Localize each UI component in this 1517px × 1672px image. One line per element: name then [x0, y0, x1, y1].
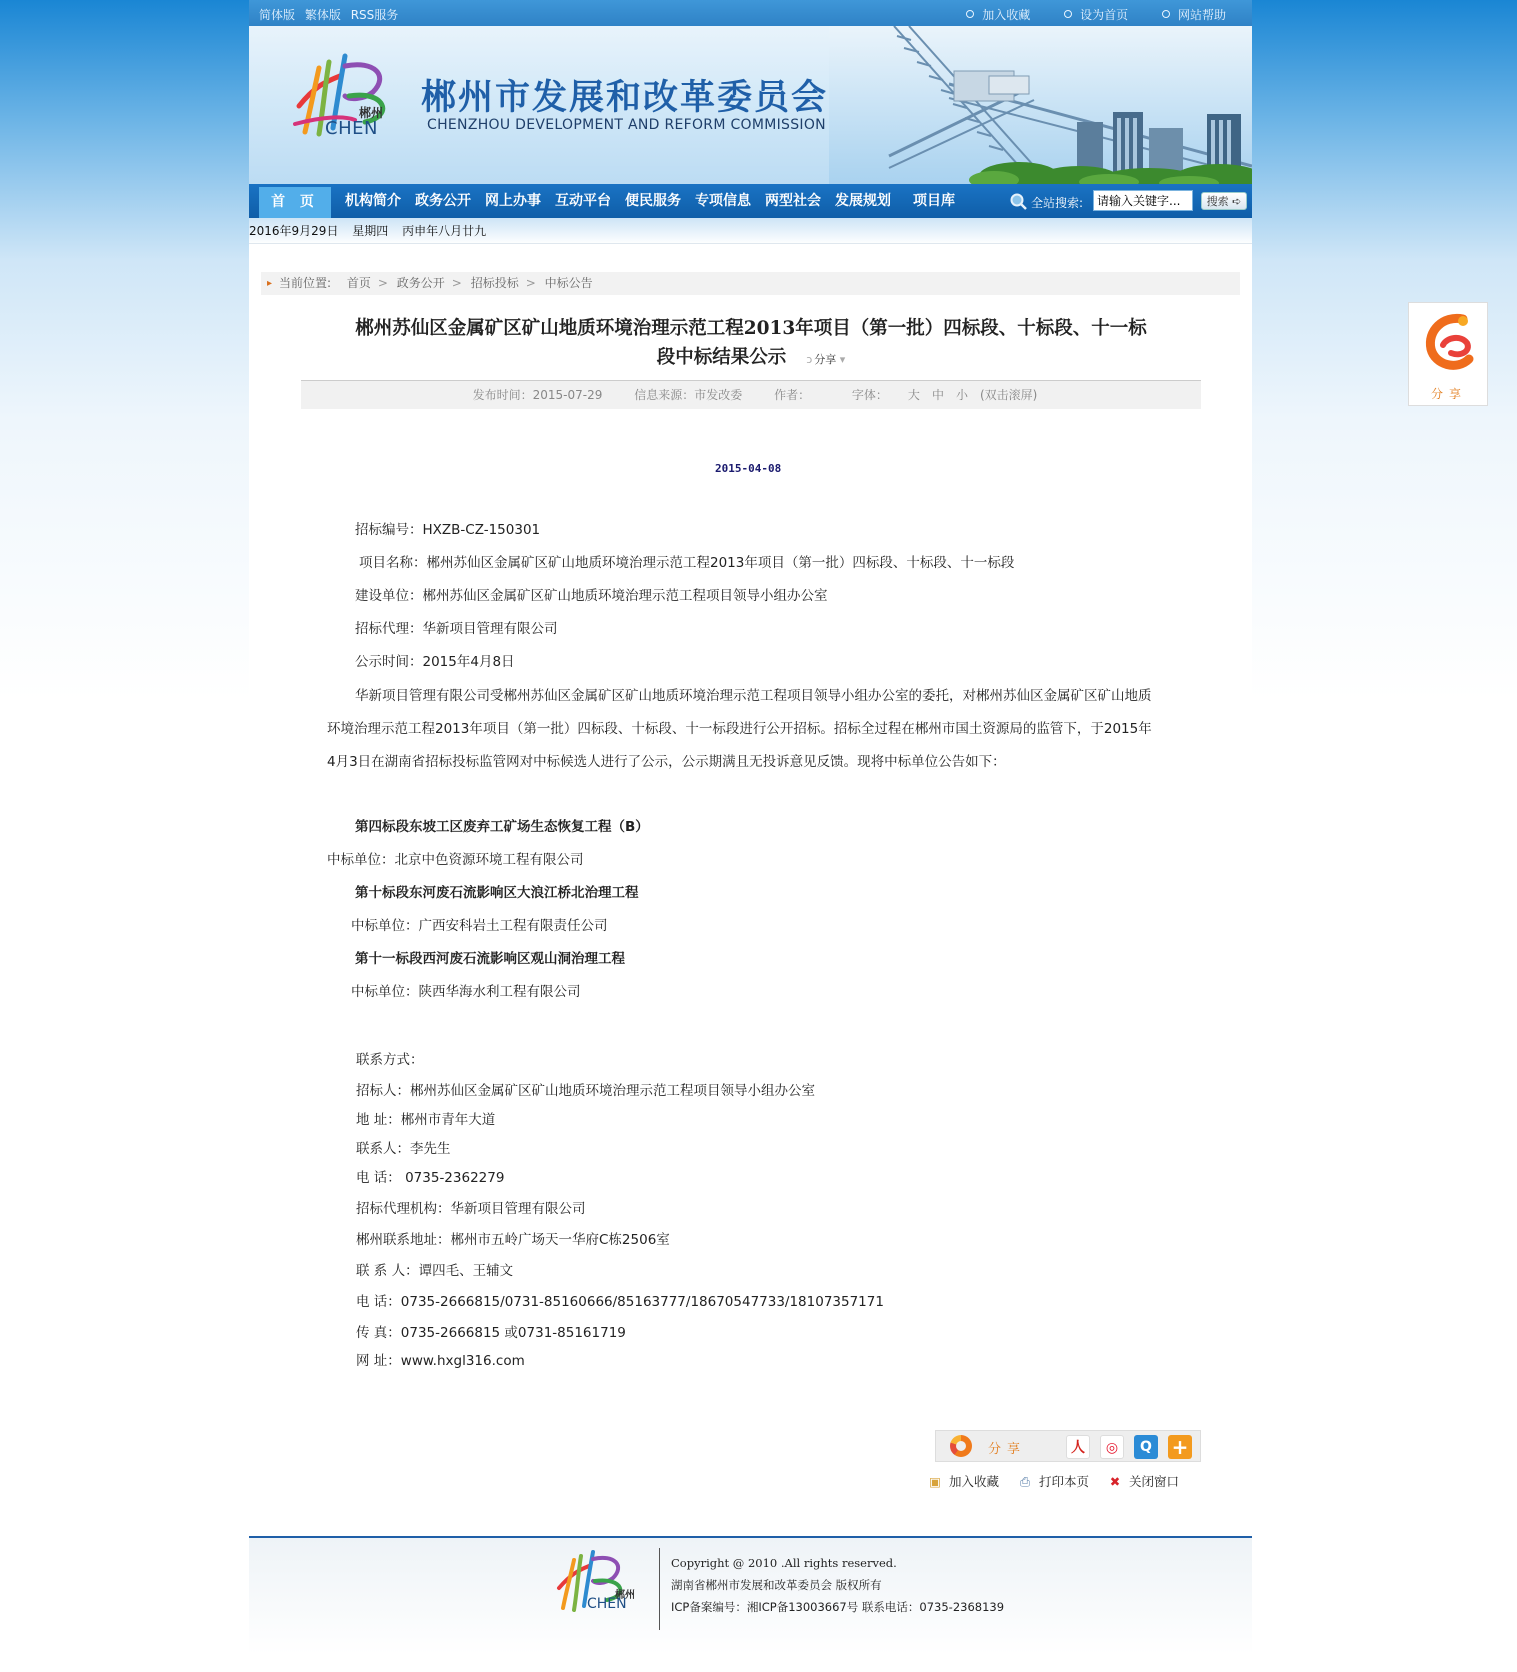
contact-agency-phone: 电 话：0735-2666815/0731-85160666/85163777/18670547733/18107357171 — [356, 1294, 884, 1310]
nav-item-public-service[interactable]: 便民服务 — [625, 193, 681, 209]
main-nav — [249, 184, 1252, 218]
bookmark-icon: ▣ — [929, 1474, 941, 1489]
breadcrumb-bidding[interactable]: 招标投标 — [470, 276, 519, 290]
side-share-label: 分享 — [1430, 387, 1467, 401]
action-close-label: 关闭窗口 — [1129, 1474, 1180, 1489]
lunar-date: 丙申年八月廿九 — [402, 224, 487, 238]
contact-fax: 传 真：0735-2666815 或0731-85161719 — [356, 1325, 626, 1341]
divider — [249, 243, 1252, 244]
article-title-line2-text: 段中标结果公示 — [656, 347, 787, 368]
builder: 建设单位：郴州苏仙区金属矿区矿山地质环境治理示范工程项目领导小组办公室 — [355, 588, 828, 604]
contact-website[interactable]: 网 址：www.hxgl316.com — [356, 1353, 525, 1369]
printer-icon: ⎙ — [1019, 1474, 1030, 1489]
nav-menu — [338, 184, 962, 218]
article-date: 2015-04-08 — [715, 462, 782, 475]
article-title-line2 — [301, 343, 1201, 374]
lot4-title: 第四标段东坡工区废弃工矿场生态恢复工程（B） — [355, 819, 649, 835]
nav-item-dev-planning[interactable]: 发展规划 — [835, 193, 891, 209]
site-title: 郴州市发展和改革委员会 — [421, 77, 829, 118]
share-logo-icon — [1423, 311, 1477, 373]
link-add-favorite[interactable]: 加入收藏 — [966, 8, 1030, 22]
lot10-title: 第十标段东河废石流影响区大浪江桥北治理工程 — [355, 885, 639, 901]
font-size-medium[interactable]: 中 — [931, 388, 944, 402]
language-links — [259, 6, 404, 23]
action-print[interactable] — [1017, 1472, 1089, 1490]
lot11-winner: 中标单位：陕西华海水利工程有限公司 — [351, 984, 581, 1000]
project-name: 项目名称：郴州苏仙区金属矿区矿山地质环境治理示范工程2013年项目（第一批）四标段、十标段、十一标段 — [359, 555, 1015, 571]
site-banner — [249, 26, 1252, 184]
breadcrumb-gov-affairs[interactable]: 政务公开 — [396, 276, 445, 290]
nav-item-online-service[interactable]: 网上办事 — [485, 193, 541, 209]
contact-address: 地 址：郴州市青年大道 — [356, 1112, 496, 1128]
breadcrumb-label: 当前位置: — [279, 276, 332, 290]
contact-title: 联系方式： — [356, 1052, 424, 1068]
share-mini-button[interactable] — [806, 353, 845, 366]
article-title — [301, 314, 1201, 374]
nav-item-special-info[interactable]: 专项信息 — [695, 193, 751, 209]
logo-chen-text: CHEN — [325, 118, 378, 139]
contact-tenderer: 招标人：郴州苏仙区金属矿区矿山地质环境治理示范工程项目领导小组办公室 — [356, 1083, 815, 1099]
site-footer — [249, 1536, 1252, 1654]
action-print-label: 打印本页 — [1039, 1474, 1090, 1489]
search-input[interactable] — [1093, 190, 1193, 211]
article-title-line1: 郴州苏仙区金属矿区矿山地质环境治理示范工程2013年项目（第一批）四标段、十标段、十一标 — [355, 318, 1147, 339]
caret-down-icon: ▾ — [836, 353, 846, 366]
lot10-winner: 中标单位：广西安科岩土工程有限责任公司 — [351, 918, 608, 934]
page-actions — [913, 1472, 1179, 1490]
contact-agency-address: 郴州联系地址：郴州市五岭广场天一华府C栋2506室 — [356, 1232, 670, 1248]
font-size-large[interactable]: 大 — [907, 388, 920, 402]
action-add-favorite-label: 加入收藏 — [949, 1474, 1000, 1489]
dblclick-scroll-hint: (双击滚屏) — [979, 388, 1038, 402]
share-logo-icon — [950, 1435, 972, 1457]
footer-text — [671, 1552, 1004, 1618]
footer-owner: 湖南省郴州市发展和改革委员会 版权所有 — [671, 1578, 882, 1592]
publish-time: 发布时间：2015-07-29 — [472, 388, 603, 402]
page-container — [249, 0, 1252, 1672]
nav-item-interaction[interactable]: 互动平台 — [555, 193, 611, 209]
date-bar — [249, 218, 1252, 244]
contact-agency-persons: 联 系 人：谭四毛、王辅文 — [356, 1263, 514, 1279]
nav-home[interactable]: 首 页 — [259, 187, 331, 218]
breadcrumb — [261, 272, 1240, 295]
contact-person: 联系人：李先生 — [356, 1141, 451, 1157]
notice-time: 公示时间：2015年4月8日 — [355, 654, 515, 670]
contact-phone: 电 话： 0735-2362279 — [356, 1170, 505, 1186]
renren-icon[interactable]: 人 — [1066, 1435, 1090, 1459]
breadcrumb-award-notice[interactable]: 中标公告 — [544, 276, 593, 290]
nav-item-project-library[interactable]: 项目库 — [913, 193, 955, 209]
bid-number: 招标编号：HXZB-CZ-150301 — [355, 522, 541, 538]
search-button-label: 搜索 — [1206, 195, 1229, 208]
nav-item-two-type-society[interactable]: 两型社会 — [765, 193, 821, 209]
font-size-small[interactable]: 小 — [955, 388, 968, 402]
link-rss[interactable]: RSS服务 — [350, 8, 399, 22]
top-bar — [249, 0, 1252, 26]
side-share-widget[interactable] — [1408, 302, 1488, 406]
action-add-favorite[interactable] — [927, 1472, 999, 1490]
weibo-icon[interactable]: ◎ — [1100, 1435, 1124, 1459]
share-bar — [935, 1430, 1201, 1462]
footer-copyright: Copyright @ 2010 .All rights reserved. — [671, 1556, 897, 1570]
current-date: 2016年9月29日 — [249, 224, 339, 238]
chevron-right-icon: > — [377, 276, 388, 290]
link-traditional[interactable]: 繁体版 — [304, 8, 341, 22]
contact-agency: 招标代理机构：华新项目管理有限公司 — [356, 1201, 586, 1217]
article-meta — [301, 380, 1201, 409]
share-bar-label[interactable]: 分享 — [988, 1442, 1027, 1457]
breadcrumb-home[interactable]: 首页 — [346, 276, 371, 290]
footer-divider — [659, 1548, 660, 1630]
share-mini-label: 分享 — [814, 353, 837, 366]
close-icon: ✖ — [1109, 1474, 1121, 1489]
lot11-title: 第十一标段西河废石流影响区观山洞治理工程 — [355, 951, 625, 967]
footer-logo-city: 郴州 — [615, 1590, 635, 1601]
info-source: 信息来源：市发改委 — [634, 388, 743, 402]
breadcrumb-arrow-icon: ▸ — [267, 278, 273, 289]
chevron-right-icon: > — [525, 276, 536, 290]
logo-city-text: 郴州 — [359, 106, 384, 120]
qzone-icon[interactable]: Q — [1134, 1435, 1158, 1459]
link-set-homepage[interactable]: 设为首页 — [1064, 8, 1128, 22]
font-size-label: 字体： — [851, 388, 888, 402]
author: 作者： — [774, 388, 811, 402]
search-button[interactable] — [1201, 192, 1247, 210]
lot4-winner: 中标单位：北京中色资源环境工程有限公司 — [327, 852, 584, 868]
search-label: 全站搜索: — [1031, 196, 1084, 210]
more-share-button[interactable]: + — [1168, 1435, 1192, 1459]
link-simplified[interactable]: 简体版 — [259, 8, 296, 22]
link-site-help[interactable]: 网站帮助 — [1162, 8, 1226, 22]
site-title-en: CHENZHOU DEVELOPMENT AND REFORM COMMISSION — [427, 117, 826, 133]
article-body: 华新项目管理有限公司受郴州苏仙区金属矿区矿山地质环境治理示范工程项目领导小组办公室的委托，对郴州苏仙区金属矿区矿山地质环境治理示范工程2013年项目（第一批）四标段、十标段、十一标段进行公开招标。招标全过程在郴州市国土资源局的监管下，于2015年4月3日在湖南省招标投标监管网对中标候选人进行了公示，公示期满且无投诉意见反馈。现将中标单位公告如下： — [327, 688, 1152, 770]
footer-logo-text: CHEN — [587, 1596, 627, 1612]
nav-item-about[interactable]: 机构简介 — [345, 193, 401, 209]
magnifier-icon — [1009, 192, 1027, 210]
nav-item-gov-affairs[interactable]: 政务公开 — [415, 193, 471, 209]
go-arrow-icon: ➪ — [1232, 195, 1242, 208]
footer-icp: ICP备案编号：湘ICP备13003667号 联系电话：0735-2368139 — [671, 1600, 1005, 1614]
utility-links — [936, 6, 1226, 23]
chevron-right-icon: > — [451, 276, 462, 290]
action-close-window[interactable] — [1107, 1472, 1179, 1490]
bidding-agent: 招标代理：华新项目管理有限公司 — [355, 621, 558, 637]
current-weekday: 星期四 — [352, 224, 389, 238]
